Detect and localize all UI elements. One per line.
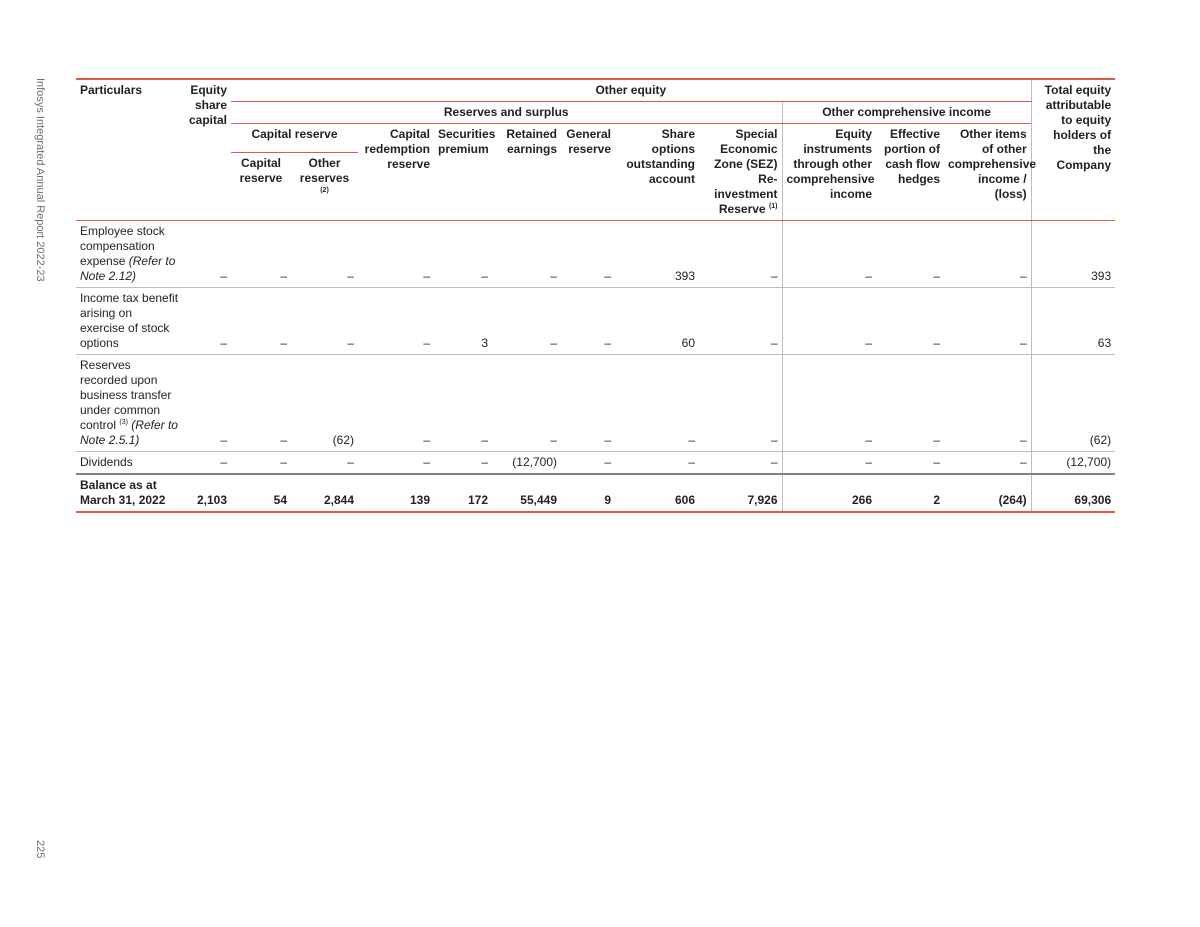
page-number: 225	[34, 840, 46, 859]
table-cell: –	[615, 452, 699, 475]
equity-statement-table	[76, 78, 1115, 513]
table-cell: 2	[933, 493, 940, 507]
table-cell: –	[183, 221, 231, 288]
table-cell: (62)	[1031, 355, 1115, 452]
table-cell: –	[876, 355, 944, 452]
table-cell: 69,306	[1031, 474, 1115, 512]
table-cell: –	[561, 355, 615, 452]
table-cell: –	[358, 288, 434, 355]
sez-note: (1)	[768, 203, 778, 210]
table-cell: –	[183, 288, 231, 355]
header-other-reserves	[291, 152, 358, 220]
row-label-text: Income tax benefit arising on exercise of stock options	[80, 291, 179, 350]
table-cell: –	[434, 221, 492, 288]
table-row	[76, 452, 1115, 475]
total-row-label: Balance as at March 31, 2022	[80, 478, 166, 507]
other-reserves-label: Other reserves	[299, 155, 350, 185]
header-sez-reserve	[699, 124, 782, 221]
table-cell: 2,103	[196, 493, 227, 507]
table-cell: 266	[851, 493, 872, 507]
table-cell: –	[699, 221, 782, 288]
table-cell: –	[434, 452, 492, 475]
table-cell: 9	[604, 493, 611, 507]
row-label-footnote: (3)	[119, 419, 128, 426]
table-cell: –	[358, 452, 434, 475]
table-cell: –	[231, 355, 291, 452]
header-reserves-and-surplus: Reserves and surplus	[231, 102, 782, 124]
table-cell: –	[944, 355, 1031, 452]
table-body	[76, 221, 1115, 513]
header-share-options-outstanding: Share options outstanding account	[615, 124, 699, 221]
table-cell: –	[231, 288, 291, 355]
table-row	[76, 355, 1115, 452]
table-cell: –	[615, 355, 699, 452]
table-cell: –	[699, 452, 782, 475]
header-retained-earnings: Retained earnings	[492, 124, 561, 221]
sez-label: Special Economic Zone (SEZ) Re-investment Reserve	[714, 127, 778, 216]
row-label	[76, 452, 183, 475]
table-cell: (12,700)	[1031, 452, 1115, 475]
header-capital-reserve: Capital reserve	[231, 152, 291, 220]
table-cell: –	[492, 355, 561, 452]
table-cell: –	[231, 221, 291, 288]
table-cell: 55,449	[520, 493, 557, 507]
table-cell: –	[699, 288, 782, 355]
table-cell: –	[561, 221, 615, 288]
table-cell: (62)	[291, 355, 358, 452]
table-cell: 172	[467, 493, 488, 507]
total-row	[76, 474, 1115, 512]
table-cell: –	[699, 355, 782, 452]
table-cell: –	[561, 288, 615, 355]
table-cell: 393	[615, 221, 699, 288]
header-other-equity: Other equity	[231, 79, 1031, 102]
table-cell: –	[183, 452, 231, 475]
table-cell: –	[944, 221, 1031, 288]
table-cell: 63	[1031, 288, 1115, 355]
table-cell: –	[291, 452, 358, 475]
table-cell: (264)	[998, 493, 1027, 507]
table-cell: –	[434, 355, 492, 452]
report-title-vertical: Infosys Integrated Annual Report 2022-23	[34, 78, 46, 282]
table-cell: 7,926	[699, 474, 782, 512]
row-label-note: (Refer to Note 2.5.1)	[80, 418, 178, 447]
header-equity-instruments-oci: Equity instruments through other comprehensive income	[782, 124, 876, 221]
table-cell: –	[782, 452, 876, 475]
table-cell: –	[782, 221, 876, 288]
table-cell: –	[944, 288, 1031, 355]
table-cell: –	[561, 452, 615, 475]
table-cell: 139	[409, 493, 430, 507]
table-cell: 393	[1031, 221, 1115, 288]
table-cell: –	[876, 221, 944, 288]
row-label	[76, 221, 183, 288]
table-cell: –	[492, 288, 561, 355]
table-cell: –	[876, 288, 944, 355]
row-label-text: Reserves recorded upon business transfer under common control	[80, 358, 172, 432]
header-capital-reserve-group: Capital reserve	[231, 124, 358, 153]
table-cell: 60	[615, 288, 699, 355]
table-cell: –	[358, 355, 434, 452]
row-label	[76, 355, 183, 452]
row-label-text: Dividends	[80, 455, 133, 469]
table-cell: –	[782, 355, 876, 452]
header-equity-share-capital: Equity share capital	[183, 79, 231, 221]
table-cell: –	[358, 221, 434, 288]
row-label	[76, 288, 183, 355]
other-reserves-note: (2)	[320, 186, 329, 194]
table-cell: –	[291, 288, 358, 355]
header-total-equity: Total equity attributable to equity holders of the Company	[1031, 79, 1115, 221]
table-cell: 54	[273, 493, 287, 507]
row-label-text: Employee stock compensation expense	[80, 224, 165, 268]
table-cell: 3	[434, 288, 492, 355]
table-cell: 606	[674, 493, 695, 507]
header-other-items-oci: Other items of other comprehensive income / (loss)	[944, 124, 1031, 221]
table-row	[76, 288, 1115, 355]
table-cell: –	[492, 221, 561, 288]
header-capital-redemption-reserve: Capital redemption reserve	[358, 124, 434, 221]
table-cell: (12,700)	[492, 452, 561, 475]
table-row	[76, 221, 1115, 288]
table-cell: –	[782, 288, 876, 355]
header-securities-premium: Securities premium	[434, 124, 492, 221]
row-label-note: (Refer to Note 2.12)	[80, 254, 176, 283]
table-cell: –	[944, 452, 1031, 475]
header-cash-flow-hedges: Effective portion of cash flow hedges	[876, 124, 944, 221]
table-cell: –	[876, 452, 944, 475]
table-cell: –	[183, 355, 231, 452]
header-general-reserve: General reserve	[561, 124, 615, 221]
table-cell: –	[231, 452, 291, 475]
header-other-comprehensive-income: Other comprehensive income	[782, 102, 1031, 124]
table-cell: 2,844	[323, 493, 354, 507]
table-cell: –	[291, 221, 358, 288]
header-particulars: Particulars	[76, 79, 183, 221]
